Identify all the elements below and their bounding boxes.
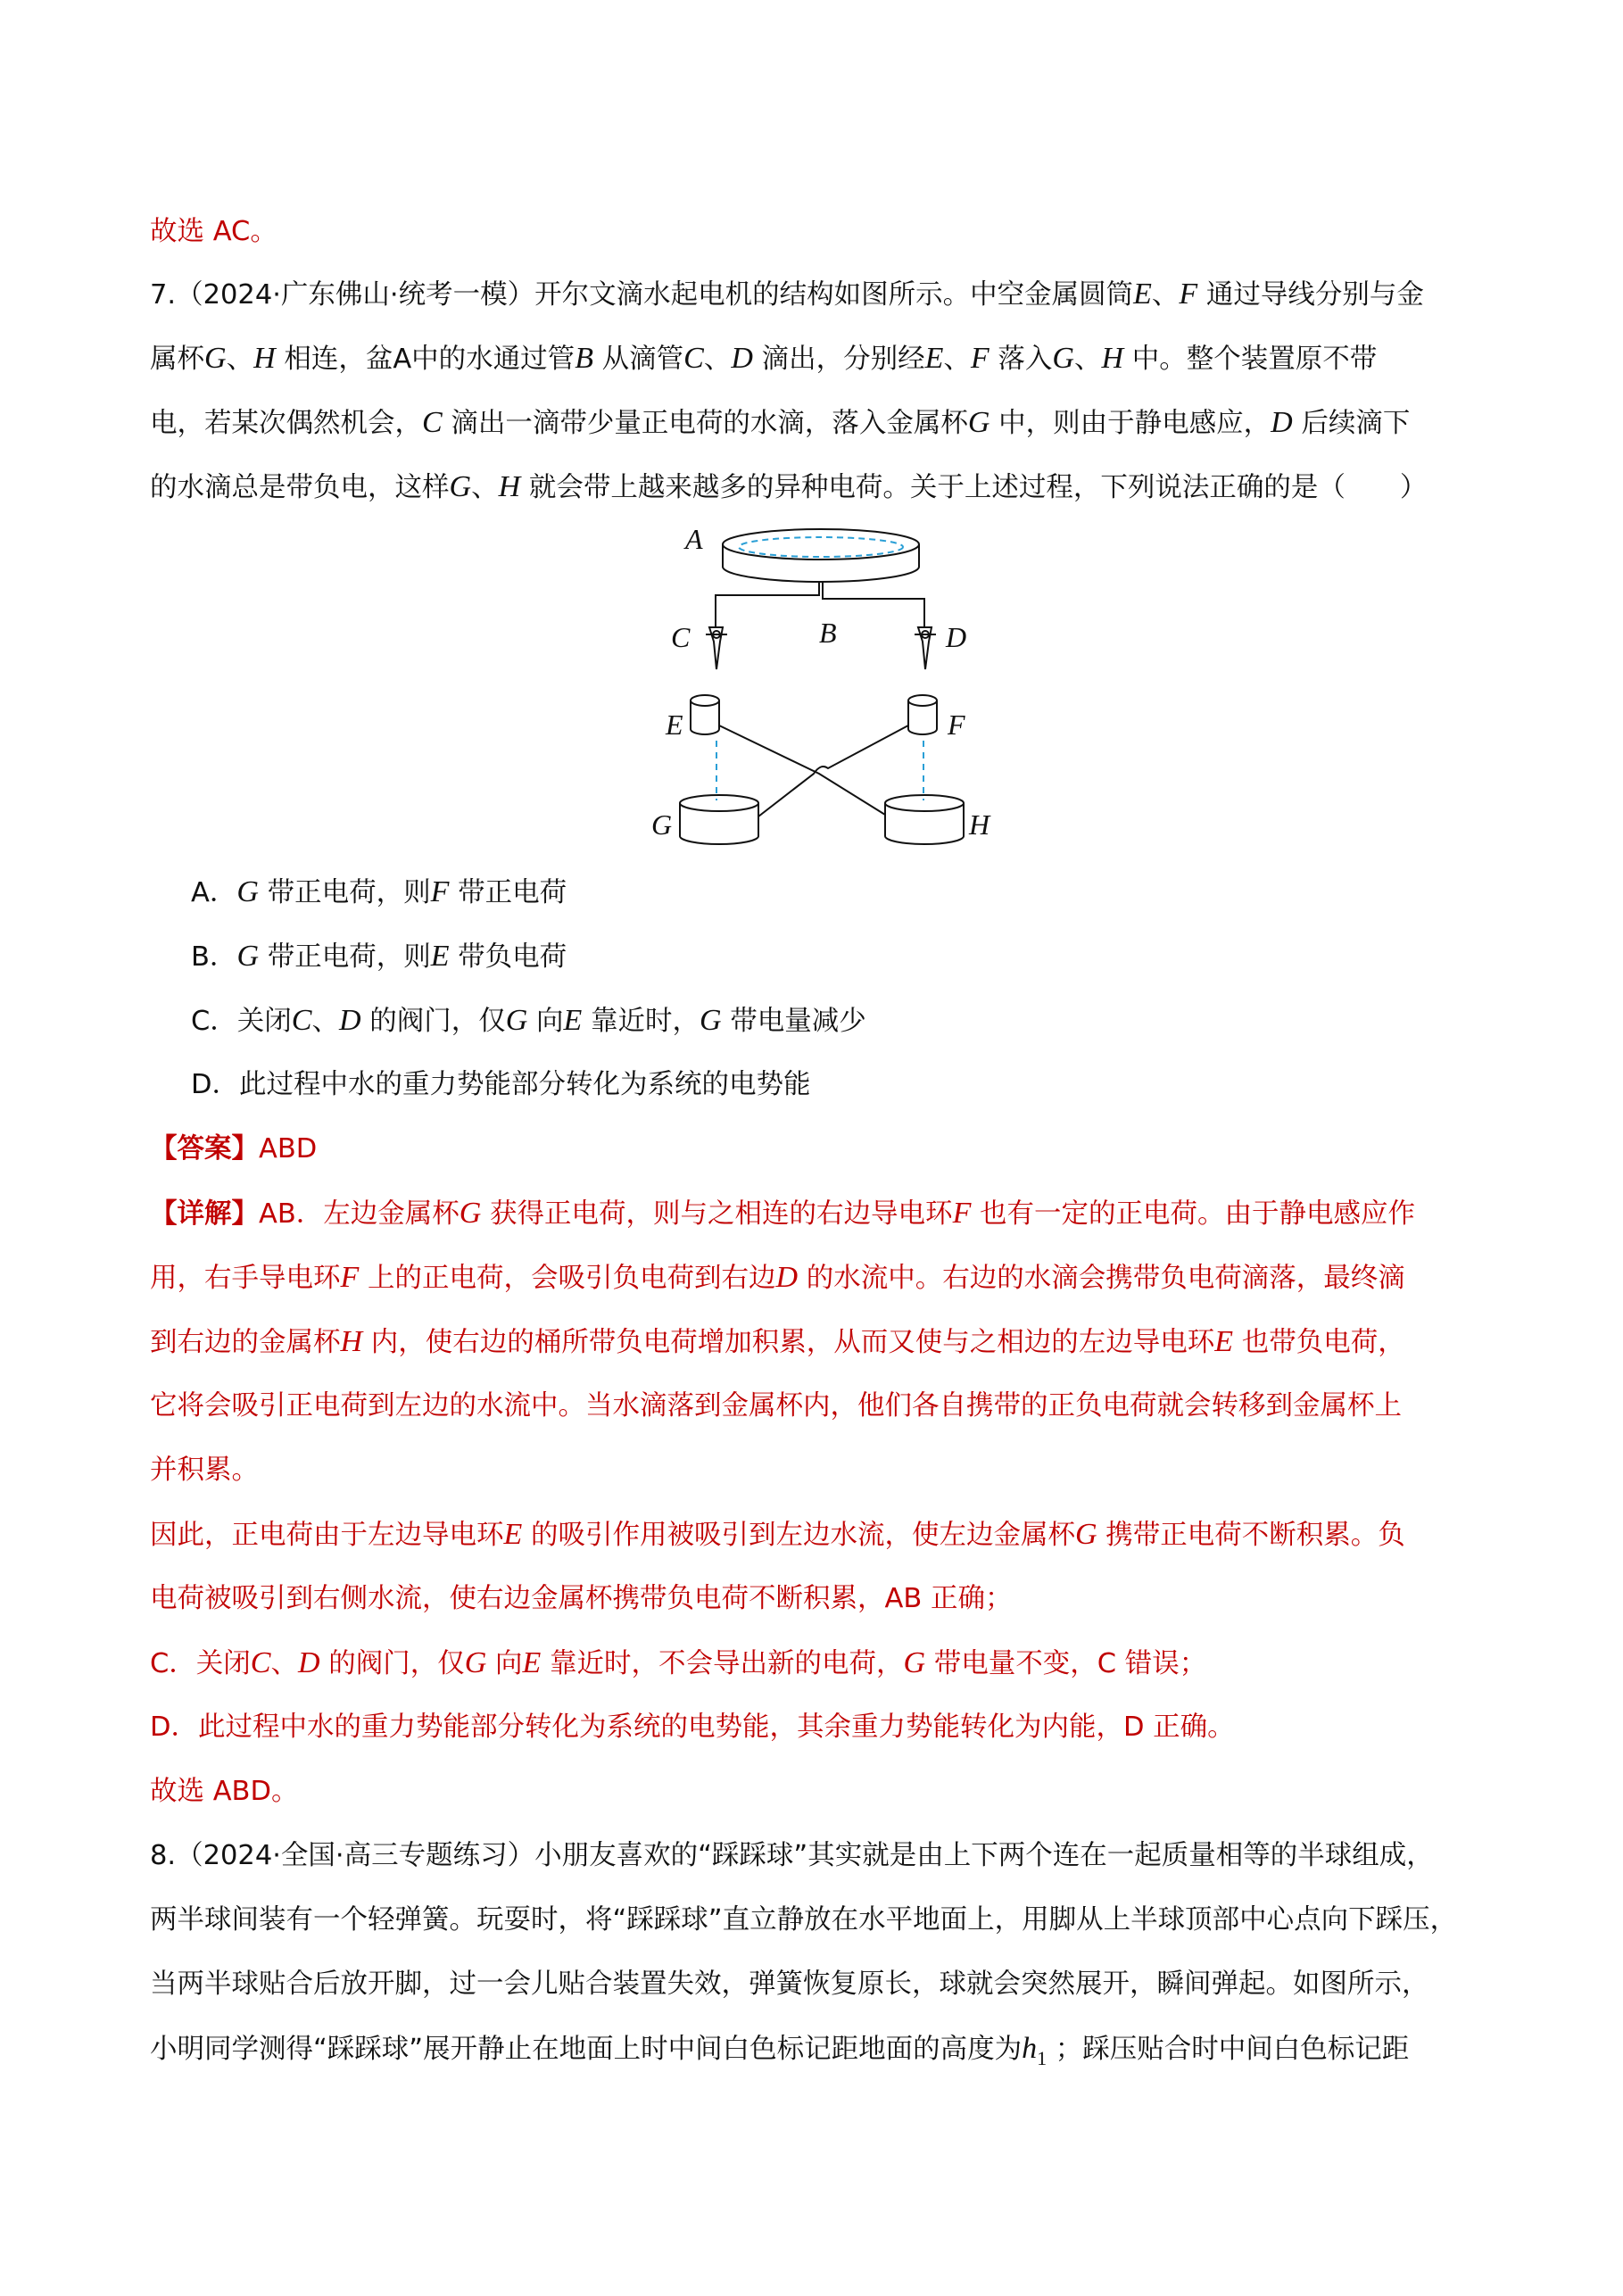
explanation-line-7: 电荷被吸引到右侧水流，使右边金属杯携带负电荷不断积累，AB 正确； — [150, 1583, 1013, 1614]
label-c: C — [671, 621, 691, 653]
label-b: B — [819, 617, 837, 649]
label-d: D — [946, 621, 967, 653]
wire-e-to-h — [719, 725, 885, 815]
label-g: G — [651, 808, 673, 841]
label-f: F — [948, 709, 965, 741]
q8-stem-line-1: 8.（2024·全国·高三专题练习）小朋友喜欢的“踩踩球”其实就是由上下两个连在一起质量相等的半球组成， — [150, 1840, 1434, 1871]
conclusion: 故选 ABD。 — [150, 1776, 299, 1807]
q8-stem-line-3: 当两半球贴合后放开脚，过一会儿贴合装置失效，弹簧恢复原长，球就会突然展开，瞬间弹起。如图所示， — [150, 1969, 1429, 2000]
answer: 【答案】ABD — [150, 1133, 318, 1165]
explanation-line-8: C．关闭C、D 的阀门，仅G 向E 靠近时，不会导出新的电荷，G 带电量不变，C 错误； — [150, 1646, 1207, 1679]
explanation-line-2: 用，右手导电环F 上的正电荷，会吸引负电荷到右边D 的水流中。右边的水滴会携带负电荷滴落，最终滴 — [150, 1261, 1405, 1294]
option-c: C．关闭C、D 的阀门，仅G 向E 靠近时，G 带电量减少 — [191, 1004, 866, 1037]
q7-stem-line-2: 属杯G、H 相连，盆A中的水通过管B 从滴管C、D 滴出，分别经E、F 落入G、H 中。整个装置原不带 — [150, 342, 1378, 375]
explanation-line-1: 【详解】AB．左边金属杯G 获得正电荷，则与之相连的右边导电环F 也有一定的正电荷。由于静电感应作 — [150, 1197, 1416, 1230]
q8-stem-line-4: 小明同学测得“踩踩球”展开静止在地面上时中间白色标记距地面的高度为$h_1$ ；踩压贴合时中间白色标记距 — [150, 2032, 1410, 2069]
label-h: H — [969, 808, 990, 841]
q7-stem-line-1: 7.（2024·广东佛山·统考一模）开尔文滴水起电机的结构如图所示。中空金属圆筒E、F 通过导线分别与金 — [150, 278, 1424, 311]
option-a: A．G 带正电荷，则F 带正电荷 — [191, 875, 567, 908]
basin-a-body — [723, 544, 919, 582]
basin-a-top — [723, 529, 919, 559]
q8-stem-line-2: 两半球间装有一个轻弹簧。玩耍时，将“踩踩球”直立静放在水平地面上，用脚从上半球顶部中心点向下踩压， — [150, 1904, 1458, 1935]
explanation-line-5: 并积累。 — [150, 1455, 259, 1486]
q7-stem-line-3: 电，若某次偶然机会，C 滴出一滴带少量正电荷的水滴，落入金属杯G 中，则由于静电感应，D 后续滴下 — [150, 406, 1411, 439]
label-e: E — [666, 709, 683, 741]
option-b: B．G 带正电荷，则E 带负电荷 — [191, 940, 567, 973]
explanation-line-4: 它将会吸引正电荷到左边的水流中。当水滴落到金属杯内，他们各自携带的正负电荷就会转移到金属杯上 — [150, 1390, 1402, 1422]
water-surface — [739, 537, 903, 557]
prev-answer: 故选 AC。 — [150, 216, 277, 247]
explanation-line-9: D．此过程中水的重力势能部分转化为系统的电势能，其余重力势能转化为内能，D 正确。 — [150, 1712, 1235, 1743]
explanation-line-3: 到右边的金属杯H 内，使右边的桶所带负电荷增加积累，从而又使与之相边的左边导电环E 也带负电荷， — [150, 1325, 1405, 1358]
q7-stem-line-4: 的水滴总是带负电，这样G、H 就会带上越来越多的异种电荷。关于上述过程，下列说法正确的是（ ） — [150, 470, 1428, 503]
explanation-line-6: 因此，正电荷由于左边导电环E 的吸引作用被吸引到左边水流，使左边金属杯G 携带正电荷不断积累。负 — [150, 1518, 1405, 1551]
option-d: D．此过程中水的重力势能部分转化为系统的电势能 — [191, 1069, 811, 1100]
kelvin-water-dropper-figure — [651, 522, 1008, 861]
label-a: A — [685, 523, 703, 555]
